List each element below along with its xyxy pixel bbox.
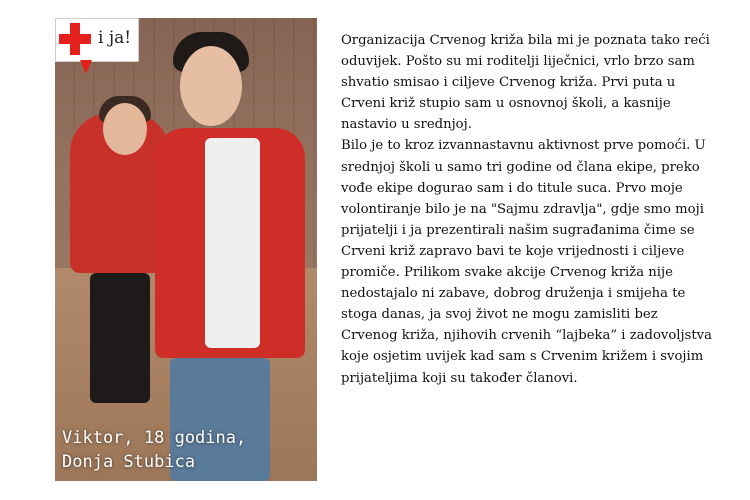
volunteer-woman-face xyxy=(103,103,147,155)
story-paragraph: Bilo je to kroz izvannastavnu aktivnost prve pomoći. U srednjoj školi u samo tri godine od člana ekipe, preko vođe ekipe dogurao sam i do titule suca. Prvo moje volontiranje bilo je na "Sajmu zdravlja", gdje smo moji prijatelji i ja prezentirali našim sugrađanima čime se Crveni križ zapravo bavi te koje vrijednosti i ciljeve promiče. Prilikom svake akcije Crvenog križa nije nedostajalo ni zabave, dobrog druženja i smijeha te stoga danas, ja svoj život ne mogu zamisliti bez Crvenog križa, njihovih crvenih “lajbeka” i zadovoljstva koje osjetim uvijek kad sam s Crvenim križem i svojim prijateljima koji su također članovi. xyxy=(341,138,712,386)
story-paragraph: Organizacija Crvenog križa bila mi je poznata tako reći oduvijek. Pošto su mi roditelji liječnici, vrlo brzo sam shvatio smisao i ciljeve Crvenog križa. Prvi puta u Crveni križ stupio sam u osnovnoj školi, a kasnije nastavio u srednjoj. xyxy=(341,33,710,133)
testimonial-text xyxy=(341,30,713,389)
volunteer-photo xyxy=(55,18,317,481)
volunteer-man-shirt xyxy=(205,138,260,348)
caption-name: Viktor, 18 godina, xyxy=(62,428,247,448)
caption-place: Donja Stubica xyxy=(62,452,196,472)
red-cross-badge xyxy=(55,18,139,62)
badge-slogan: i ja! xyxy=(98,28,132,48)
speech-tail xyxy=(80,60,92,74)
photo-caption xyxy=(62,426,312,474)
volunteer-man-face xyxy=(180,46,242,126)
red-cross-icon xyxy=(59,23,91,55)
volunteer-woman-legs xyxy=(90,273,150,403)
